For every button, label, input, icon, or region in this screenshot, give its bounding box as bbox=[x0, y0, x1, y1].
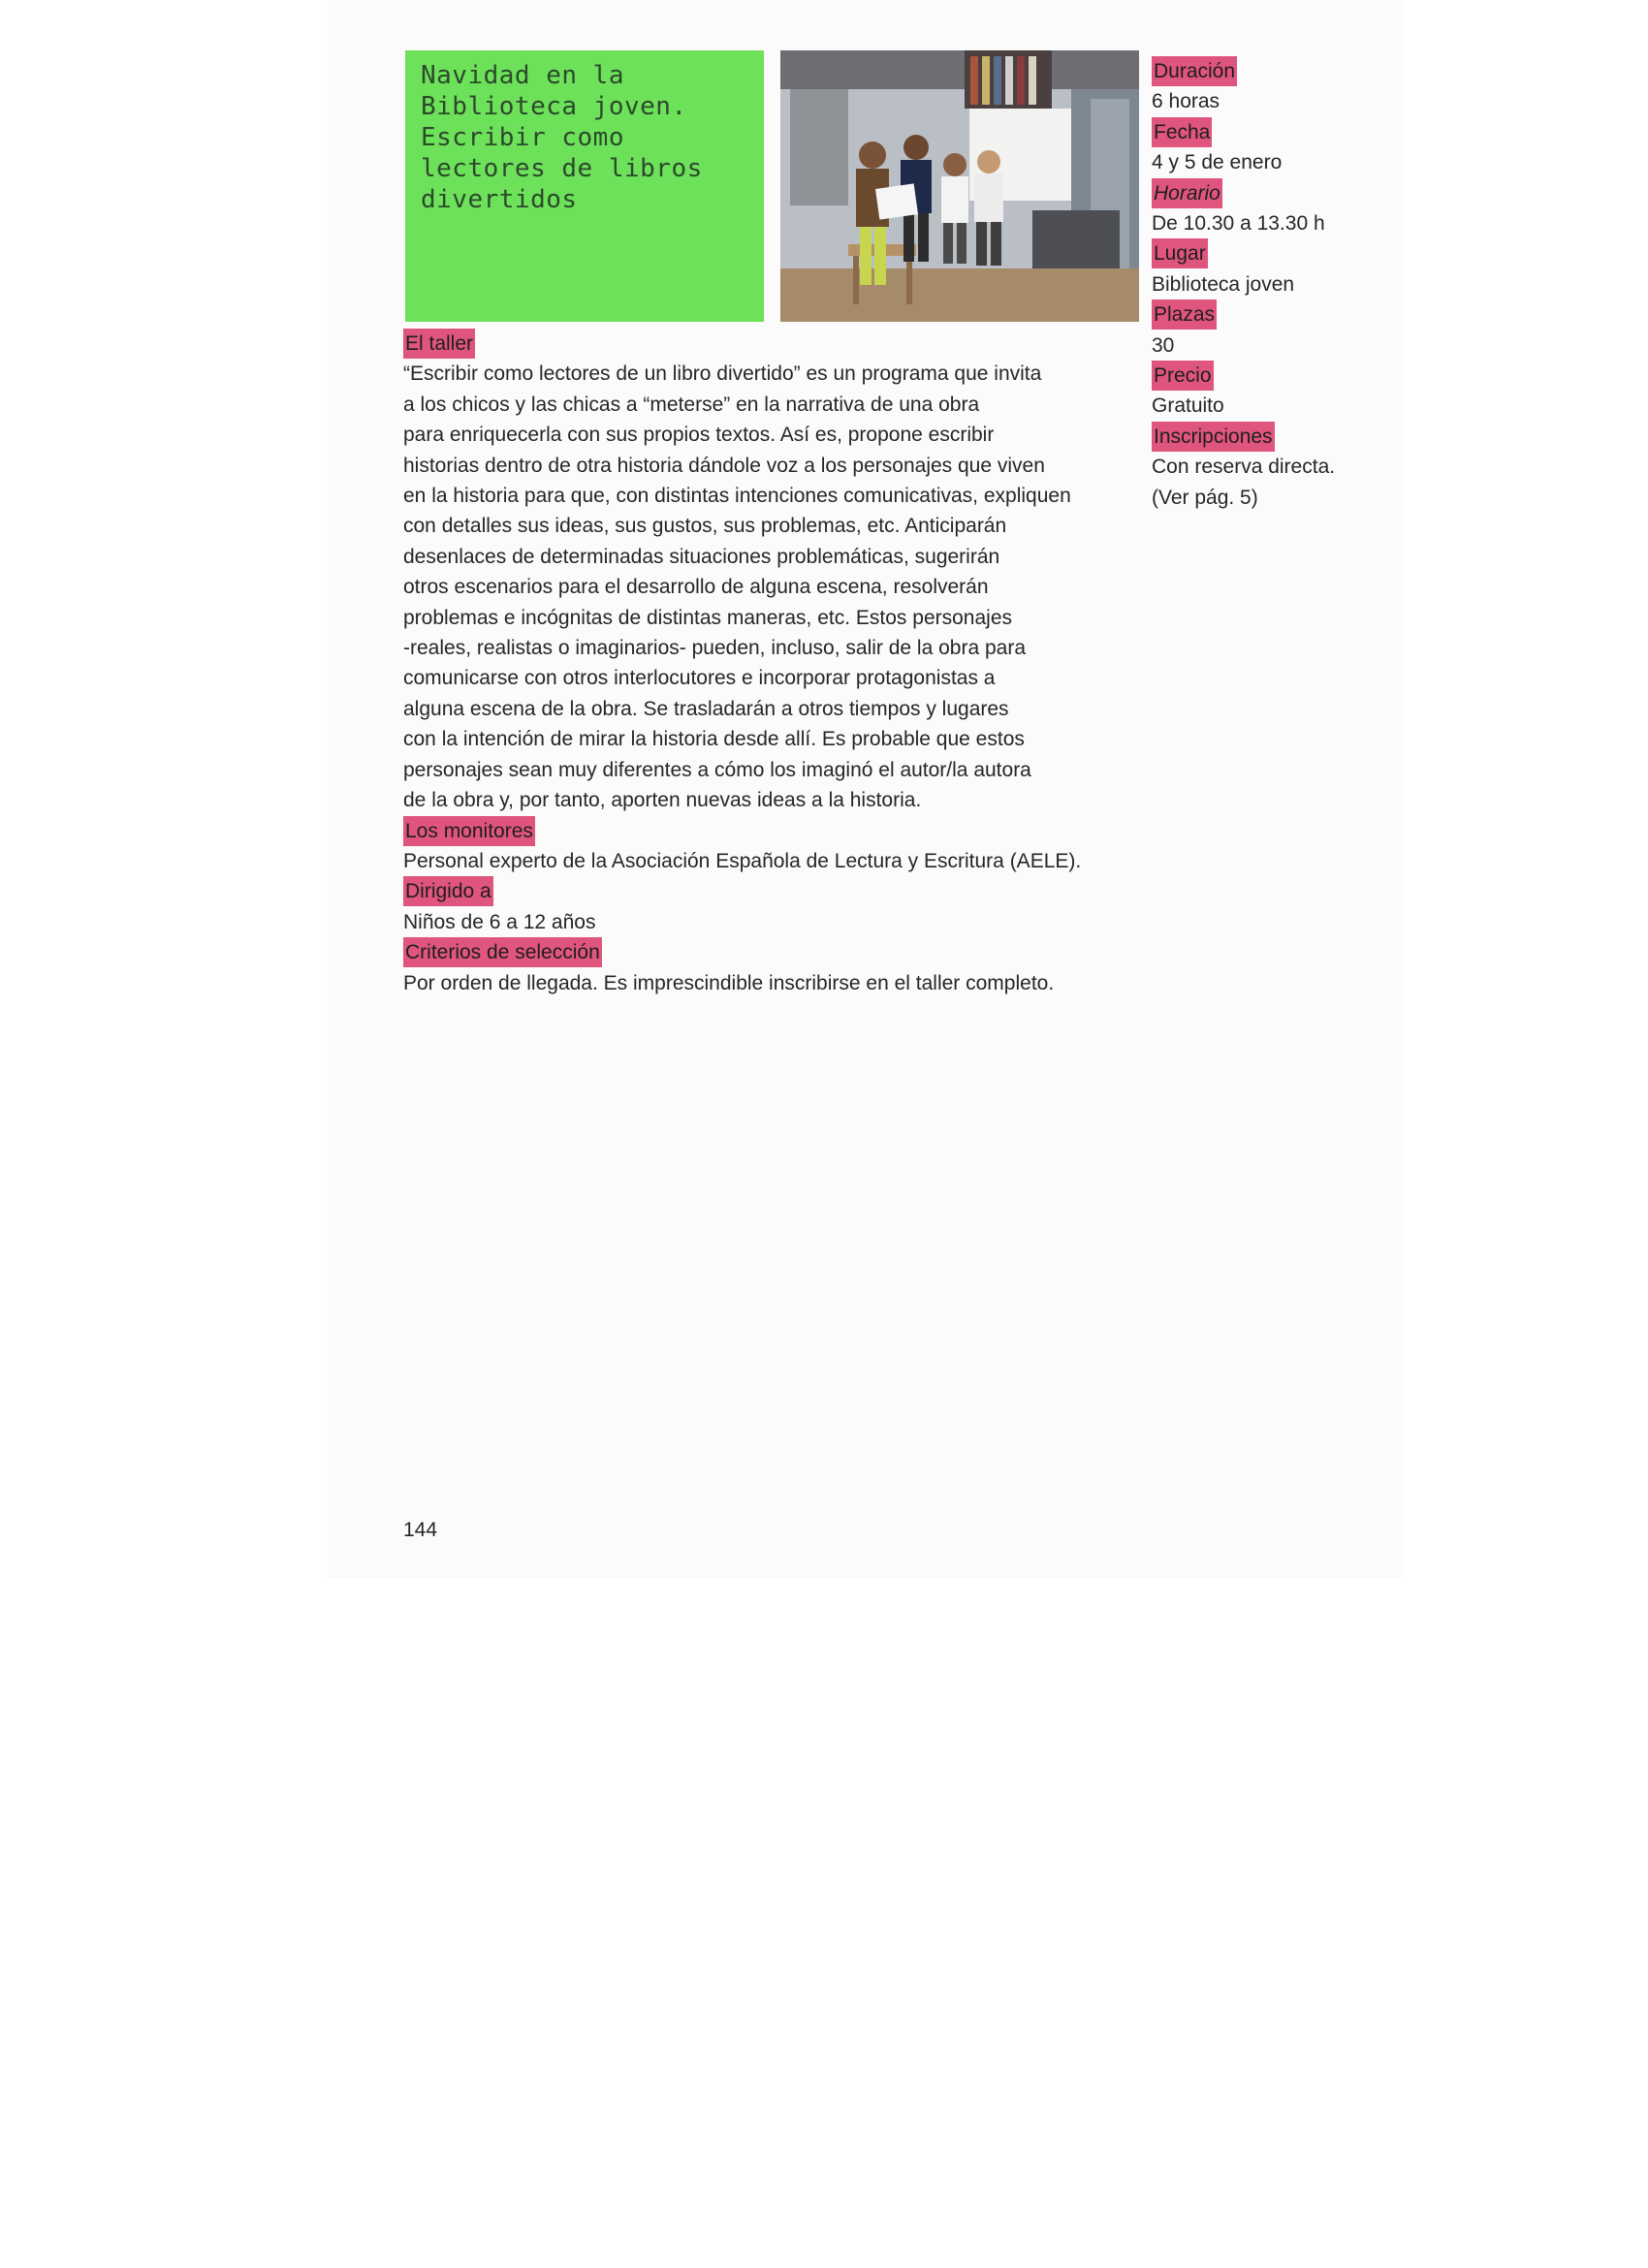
paragraph-line: en la historia para que, con distintas intenciones comunicativas, expliquen bbox=[403, 485, 1071, 508]
date-label: Fecha bbox=[1152, 117, 1212, 147]
registration-label: Inscripciones bbox=[1152, 422, 1275, 452]
children-in-library-image bbox=[780, 50, 1139, 322]
paragraph-line: problemas e incógnitas de distintas maneras, etc. Estos personajes bbox=[403, 606, 1013, 629]
date-value: 4 y 5 de enero bbox=[1152, 151, 1283, 174]
place-value: Biblioteca joven bbox=[1152, 272, 1295, 296]
audience-text: Niños de 6 a 12 años bbox=[403, 910, 596, 933]
monitors-text: Personal experto de la Asociación Española de Lectura y Escritura (AELE). bbox=[403, 849, 1082, 872]
main-text bbox=[403, 329, 1140, 998]
place-label: Lugar bbox=[1152, 238, 1208, 268]
title-line: Escribir como bbox=[421, 123, 624, 152]
seats-label: Plazas bbox=[1152, 299, 1217, 330]
page-title bbox=[421, 60, 750, 215]
paragraph-line: “Escribir como lectores de un libro divertido” es un programa que invita bbox=[403, 362, 1042, 386]
event-details bbox=[1152, 56, 1384, 513]
title-line: divertidos bbox=[421, 185, 578, 214]
section-label-monitores: Los monitores bbox=[403, 816, 535, 846]
registration-value: Con reserva directa. bbox=[1152, 456, 1336, 479]
workshop-photo bbox=[780, 50, 1139, 322]
title-box bbox=[405, 50, 764, 322]
page-number: 144 bbox=[403, 1519, 438, 1541]
paragraph-line: a los chicos y las chicas a “meterse” en la narrativa de una obra bbox=[403, 393, 980, 416]
criteria-text: Por orden de llegada. Es imprescindible inscribirse en el taller completo. bbox=[403, 971, 1055, 994]
title-line: lectores de libros bbox=[421, 154, 703, 183]
paragraph-line: de la obra y, por tanto, aporten nuevas ideas a la historia. bbox=[403, 789, 922, 812]
duration-label: Duración bbox=[1152, 56, 1237, 86]
title-line: Navidad en la bbox=[421, 61, 624, 90]
duration-value: 6 horas bbox=[1152, 90, 1220, 113]
paragraph-line: historias dentro de otra historia dándole voz a los personajes que viven bbox=[403, 454, 1045, 477]
price-value: Gratuito bbox=[1152, 394, 1224, 418]
schedule-value: De 10.30 a 13.30 h bbox=[1152, 212, 1325, 236]
paragraph-line: desenlaces de determinadas situaciones problemáticas, sugerirán bbox=[403, 545, 1000, 568]
section-label-taller: El taller bbox=[403, 329, 475, 359]
schedule-label: Horario bbox=[1152, 178, 1222, 208]
paragraph-line: alguna escena de la obra. Se trasladarán a otros tiempos y lugares bbox=[403, 697, 1009, 720]
paragraph-line: con detalles sus ideas, sus gustos, sus problemas, etc. Anticiparán bbox=[403, 515, 1007, 538]
paragraph-line: otros escenarios para el desarrollo de alguna escena, resolverán bbox=[403, 576, 989, 599]
title-line: Biblioteca joven. bbox=[421, 92, 687, 121]
seats-value: 30 bbox=[1152, 333, 1175, 357]
price-label: Precio bbox=[1152, 361, 1214, 391]
paragraph-line: con la intención de mirar la historia desde allí. Es probable que estos bbox=[403, 728, 1025, 751]
section-label-dirigido: Dirigido a bbox=[403, 876, 493, 906]
section-label-criterios: Criterios de selección bbox=[403, 937, 602, 967]
paragraph-line: personajes sean muy diferentes a cómo los imaginó el autor/la autora bbox=[403, 758, 1031, 781]
paragraph-line: para enriquecerla con sus propios textos. Así es, propone escribir bbox=[403, 424, 995, 447]
paragraph-line: comunicarse con otros interlocutores e incorporar protagonistas a bbox=[403, 667, 996, 690]
registration-note: (Ver pág. 5) bbox=[1152, 486, 1258, 509]
paragraph-line: -reales, realistas o imaginarios- pueden, incluso, salir de la obra para bbox=[403, 637, 1026, 660]
